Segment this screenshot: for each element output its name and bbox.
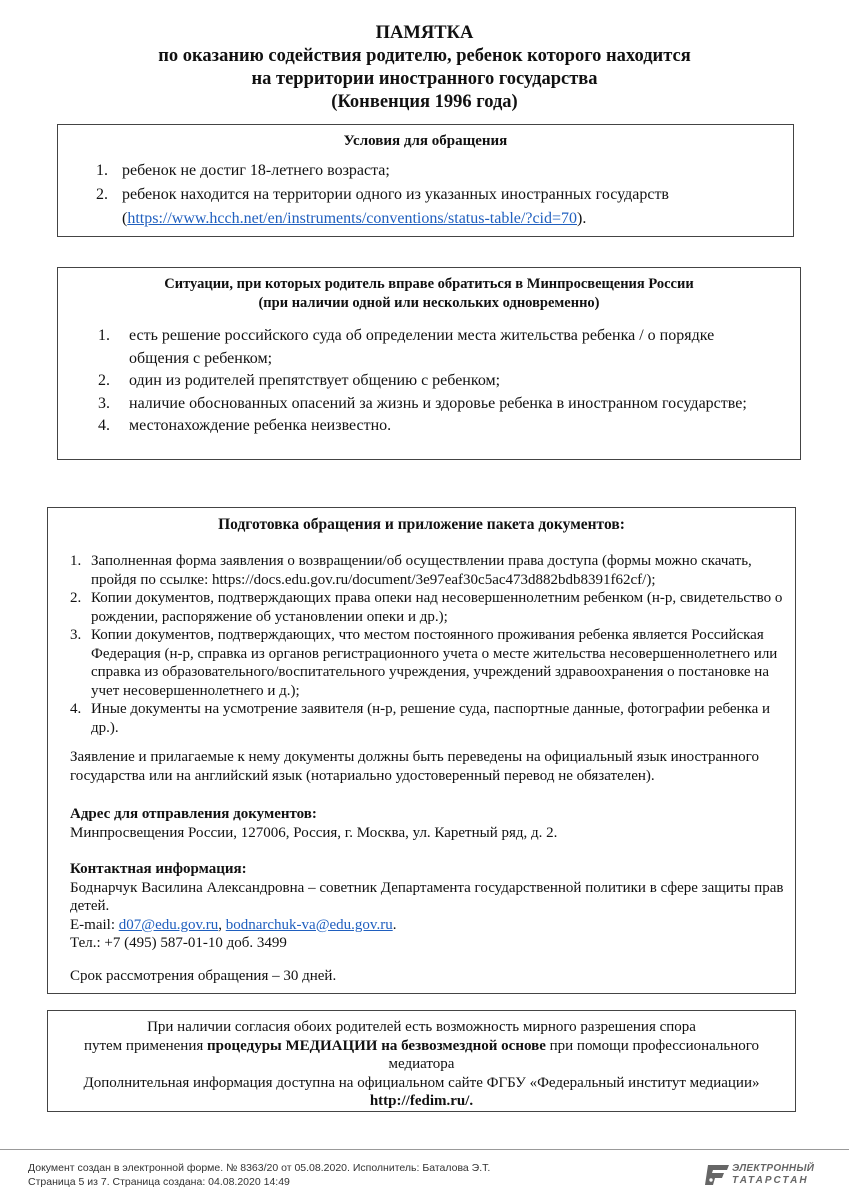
address-text: Минпросвещения России, 127006, Россия, г. Москва, ул. Каретный ряд, д. 2.: [70, 824, 558, 841]
mediation-box: [47, 1010, 796, 1112]
documents-list: [70, 552, 785, 737]
footer-page-info: Страница 5 из 7. Страница создана: 04.08.2020 14:49: [28, 1176, 290, 1188]
list-item: [96, 159, 776, 183]
item-number: 4.: [70, 701, 82, 717]
footer-info: [28, 1161, 490, 1189]
title-subtitle-2: на территории иностранного государства: [251, 69, 598, 89]
title-main: ПАМЯТКА: [375, 23, 474, 43]
email-label: E-mail:: [70, 916, 119, 933]
item-text: один из родителей препятствует общению с ребенком;: [129, 372, 501, 389]
logo-mark-icon: [702, 1163, 730, 1187]
page-title: [0, 22, 849, 114]
list-item: [98, 325, 778, 370]
list-item: [98, 370, 778, 393]
mediation-bold-phrase: процедуры МЕДИАЦИИ на безвозмездной основе: [207, 1037, 546, 1054]
email-link-d07[interactable]: d07@edu.gov.ru: [118, 916, 219, 933]
paren-open: (: [122, 210, 128, 227]
fedim-link[interactable]: http://fedim.ru/.: [369, 1093, 474, 1109]
contact-person: Боднарчук Василина Александровна – советник Департамента государственной политики в сфере защиты прав детей.: [70, 879, 784, 914]
item-number: 4.: [98, 417, 110, 434]
deadline-text: Срок рассмотрения обращения – 30 дней.: [70, 968, 337, 984]
list-item: [70, 626, 785, 700]
item-number: 2.: [70, 590, 82, 606]
email-link-bodnarchuk[interactable]: bodnarchuk-va@edu.gov.ru: [225, 916, 393, 933]
item-number: 2.: [96, 186, 108, 203]
conditions-box: [57, 124, 794, 237]
item-text: есть решение российского суда об определении места жительства ребенка / о порядке общения с ребенком;: [129, 327, 715, 367]
contact-label: Контактная информация:: [70, 861, 247, 877]
electronic-tatarstan-logo: [702, 1160, 820, 1190]
situations-box: [57, 267, 801, 460]
list-item: [70, 589, 785, 626]
conditions-heading: Условия для обращения: [343, 133, 508, 149]
item-text: Копии документов, подтверждающих, что местом постоянного проживания ребенка является Российская Федерация (н-р, справка из органов регистрационного учета о месте жительства несовершеннолетнего или справка из образовательного/воспитательного учреждения, учреждений здравоохранения о постановке на учет несовершеннолетнего и д.);: [91, 627, 778, 699]
contact-section: [70, 860, 790, 953]
translation-note: Заявление и прилагаемые к нему документы должны быть переведены на официальный язык иностранного государства или на английский язык (нотариально удостоверенный перевод не обязателен).: [70, 749, 759, 784]
footer-divider: [0, 1149, 849, 1150]
logo-text-line2: ТАТАРСТАН: [732, 1175, 809, 1186]
conditions-list: [96, 159, 776, 231]
list-item: [98, 393, 778, 416]
list-item: [70, 700, 785, 737]
hcch-status-table-link[interactable]: https://www.hcch.net/en/instruments/conventions/status-table/?cid=70: [127, 210, 578, 227]
situations-heading-line2: (при наличии одной или нескольких одновременно): [258, 295, 600, 311]
item-text: Копии документов, подтверждающих права опеки над несовершеннолетним ребенком (н-р, свидетельство о рождении, распоряжение об установлении опеки и др.);: [91, 590, 783, 625]
situations-heading: [58, 275, 800, 313]
situations-heading-line1: Ситуации, при которых родитель вправе обратиться в Минпросвещения России: [164, 276, 694, 292]
address-label: Адрес для отправления документов:: [70, 806, 317, 822]
phone-number: Тел.: +7 (495) 587-01-10 доб. 3499: [70, 935, 287, 951]
email-separator: ,: [218, 916, 226, 933]
paren-close: ).: [577, 210, 587, 227]
situations-list: [98, 325, 778, 438]
list-item: [70, 552, 785, 589]
mediation-line3: Дополнительная информация доступна на официальном сайте ФГБУ «Федеральный институт медиации»: [83, 1074, 760, 1091]
item-text: ребенок находится на территории одного из указанных иностранных государств: [122, 186, 669, 203]
mediation-line2-post: при помощи профессионального медиатора: [388, 1037, 760, 1072]
item-number: 2.: [98, 372, 110, 389]
item-number: 3.: [98, 394, 110, 412]
preparation-heading: Подготовка обращения и приложение пакета документов:: [218, 516, 625, 533]
item-number: 1.: [70, 553, 82, 569]
item-text: Заполненная форма заявления о возвращении/об осуществлении права доступа (формы можно скачать, пройдя по ссылке: https://docs.edu.gov.ru/document/3e97eaf30c5ac473d882bdb8391f62cf/);: [91, 553, 752, 588]
item-number: 1.: [96, 162, 108, 179]
item-number: 1.: [98, 327, 110, 344]
preparation-box: [47, 507, 796, 994]
logo-text-line1: ЭЛЕКТРОННЫЙ: [732, 1163, 815, 1174]
address-section: [70, 805, 790, 842]
item-text: наличие обоснованных опасений за жизнь и здоровье ребенка в иностранном государстве;: [129, 394, 747, 412]
mediation-line1: При наличии согласия обоих родителей есть возможность мирного разрешения спора: [147, 1019, 696, 1035]
item-text: ребенок не достиг 18-летнего возраста;: [122, 162, 390, 179]
title-subtitle-1: по оказанию содействия родителю, ребенок которого находится: [158, 46, 691, 66]
list-item: [96, 183, 776, 231]
item-text: Иные документы на усмотрение заявителя (н-р, решение суда, паспортные данные, фотографии ребенка и др.).: [91, 701, 771, 736]
title-subtitle-3: (Конвенция 1996 года): [331, 92, 518, 112]
footer-doc-info: Документ создан в электронной форме. № 8363/20 от 05.08.2020. Исполнитель: Баталова Э.Т.: [28, 1162, 491, 1174]
item-text: местонахождение ребенка неизвестно.: [129, 417, 392, 434]
mediation-line2: [48, 1037, 795, 1074]
item-number: 3.: [70, 627, 82, 643]
mediation-line2-pre: путем применения: [83, 1037, 208, 1054]
email-end: .: [392, 916, 397, 933]
list-item: [98, 415, 778, 438]
